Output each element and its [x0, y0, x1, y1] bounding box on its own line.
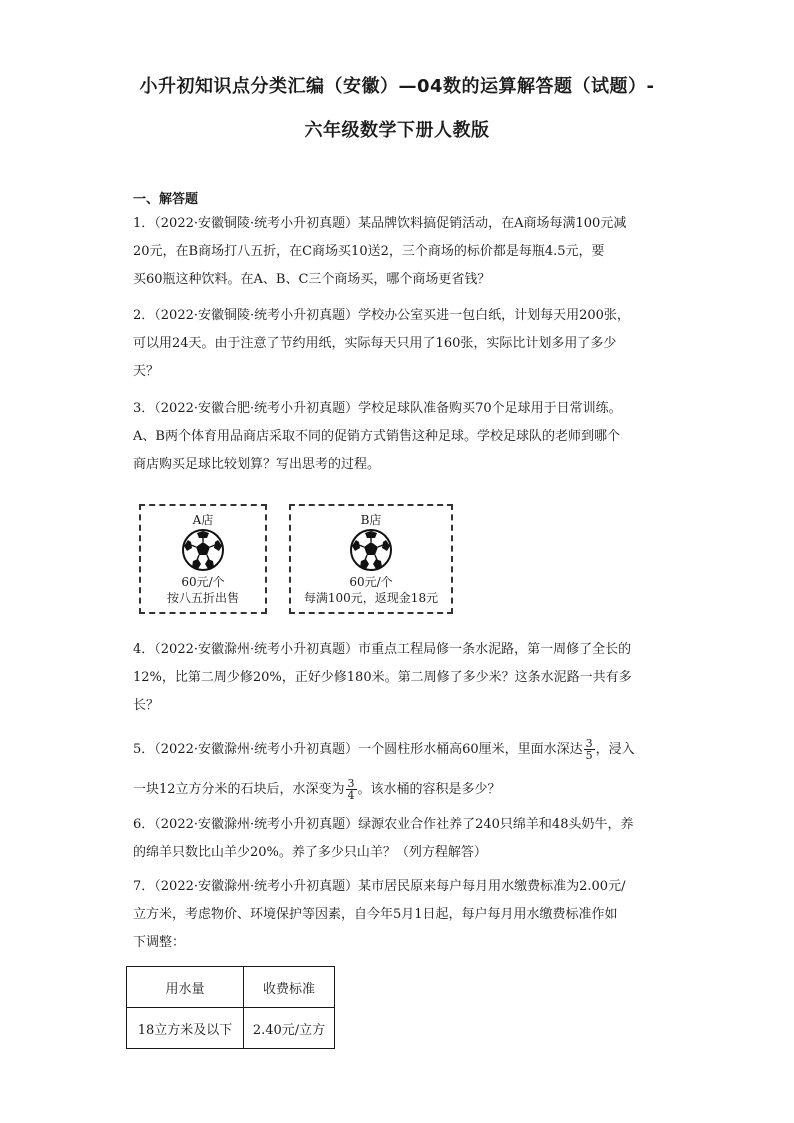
question-3-line: A、B两个体育用品商店采取不同的促销方式销售这种足球。学校足球队的老师到哪个 [133, 429, 620, 444]
fraction-denominator: 4 [347, 789, 355, 802]
question-7-line: 7．（2022·安徽滁州·统考小升初真题）某市居民原来每户每月用水缴费标准为2.00元/ [133, 879, 626, 894]
question-6-line: 6．（2022·安徽滁州·统考小升初真题）绿源农业合作社养了240只绵羊和48头奶牛，养 [133, 817, 634, 832]
page-title-line-1: 小升初知识点分类汇编（安徽）—04数的运算解答题（试题）- [139, 76, 655, 97]
question-3-line: 3．（2022·安徽合肥·统考小升初真题）学校足球队准备购买70个足球用于日常训练。 [133, 401, 622, 416]
table-cell: 18立方米及以下 [127, 1008, 244, 1049]
water-fee-table [126, 966, 335, 1049]
question-7-line: 立方米，考虑物价、环境保护等因素，自今年5月1日起，每户每月用水缴费标准作如 [133, 907, 618, 922]
shop-b-card [289, 504, 453, 614]
fraction-numerator: 3 [347, 777, 355, 790]
question-1-line: 买60瓶这种饮料。在A、B、C三个商场买，哪个商场更省钱？ [133, 272, 491, 287]
question-4-line: 12%，比第二周少修20%，正好少修180米。第二周修了多少米？这条水泥路一共有多 [133, 670, 632, 685]
question-5-line [133, 770, 665, 810]
question-2-line: 天？ [133, 364, 160, 379]
question-4-line: 长？ [133, 698, 160, 713]
soccer-ball-icon [181, 528, 225, 572]
fraction-numerator: 3 [585, 737, 593, 750]
question-1-line: 1．（2022·安徽铜陵·统考小升初真题）某品牌饮料搞促销活动，在A商场每满100元减 [133, 216, 627, 231]
table-row [127, 1008, 335, 1049]
page-title-line-2: 六年级数学下册人教版 [304, 120, 490, 141]
question-4-line: 4．（2022·安徽滁州·统考小升初真题）市重点工程局修一条水泥路，第一周修了全长的 [133, 642, 632, 657]
question-6 [133, 811, 665, 867]
question-3-line: 商店购买足球比较划算？写出思考的过程。 [133, 457, 381, 472]
question-4 [133, 636, 665, 720]
table-cell: 2.40元/立方 [244, 1008, 335, 1049]
section-heading: 一、解答题 [133, 192, 199, 207]
shop-a-card [139, 504, 267, 614]
question-7-line: 下调整： [133, 935, 186, 950]
shop-b-name: B店 [360, 513, 382, 527]
table-header-cell: 收费标准 [244, 967, 335, 1008]
table-header-row [127, 967, 335, 1008]
question-1-line: 20元，在B商场打八五折，在C商场买10送2，三个商场的标价都是每瓶4.5元，要 [133, 244, 605, 259]
fraction [346, 778, 357, 801]
table-header-cell: 用水量 [127, 967, 244, 1008]
question-5-line [133, 730, 665, 770]
shop-b-price: 60元/个 [349, 575, 393, 589]
question-5-text: 5．（2022·安徽滁州·统考小升初真题）一个圆柱形水桶高60厘米，里面水深达 [133, 742, 583, 757]
question-2 [133, 302, 665, 386]
soccer-ball-icon [349, 528, 393, 572]
question-5 [133, 730, 665, 810]
question-5-text: 一块12立方分米的石块后，水深变为 [133, 782, 345, 797]
question-3 [133, 395, 665, 479]
shop-a-price: 60元/个 [181, 575, 225, 589]
shop-b-promo: 每满100元，返现金18元 [303, 591, 439, 605]
question-2-line: 可以用24天。由于注意了节约用纸，实际每天只用了160张，实际比计划多用了多少 [133, 336, 617, 351]
question-5-text: 。该水桶的容积是多少？ [357, 782, 501, 797]
question-7 [133, 873, 665, 957]
shop-a-name: A店 [192, 513, 214, 527]
fraction [584, 738, 595, 761]
question-1 [133, 210, 665, 294]
shop-a-promo: 按八五折出售 [166, 591, 239, 605]
question-5-text: ，浸入 [595, 742, 635, 757]
fraction-denominator: 5 [585, 749, 593, 762]
question-2-line: 2．（2022·安徽铜陵·统考小升初真题）学校办公室买进一包白纸，计划每天用200张， [133, 308, 630, 323]
question-6-line: 的绵羊只数比山羊少20%。养了多少只山羊？（列方程解答） [133, 845, 487, 860]
